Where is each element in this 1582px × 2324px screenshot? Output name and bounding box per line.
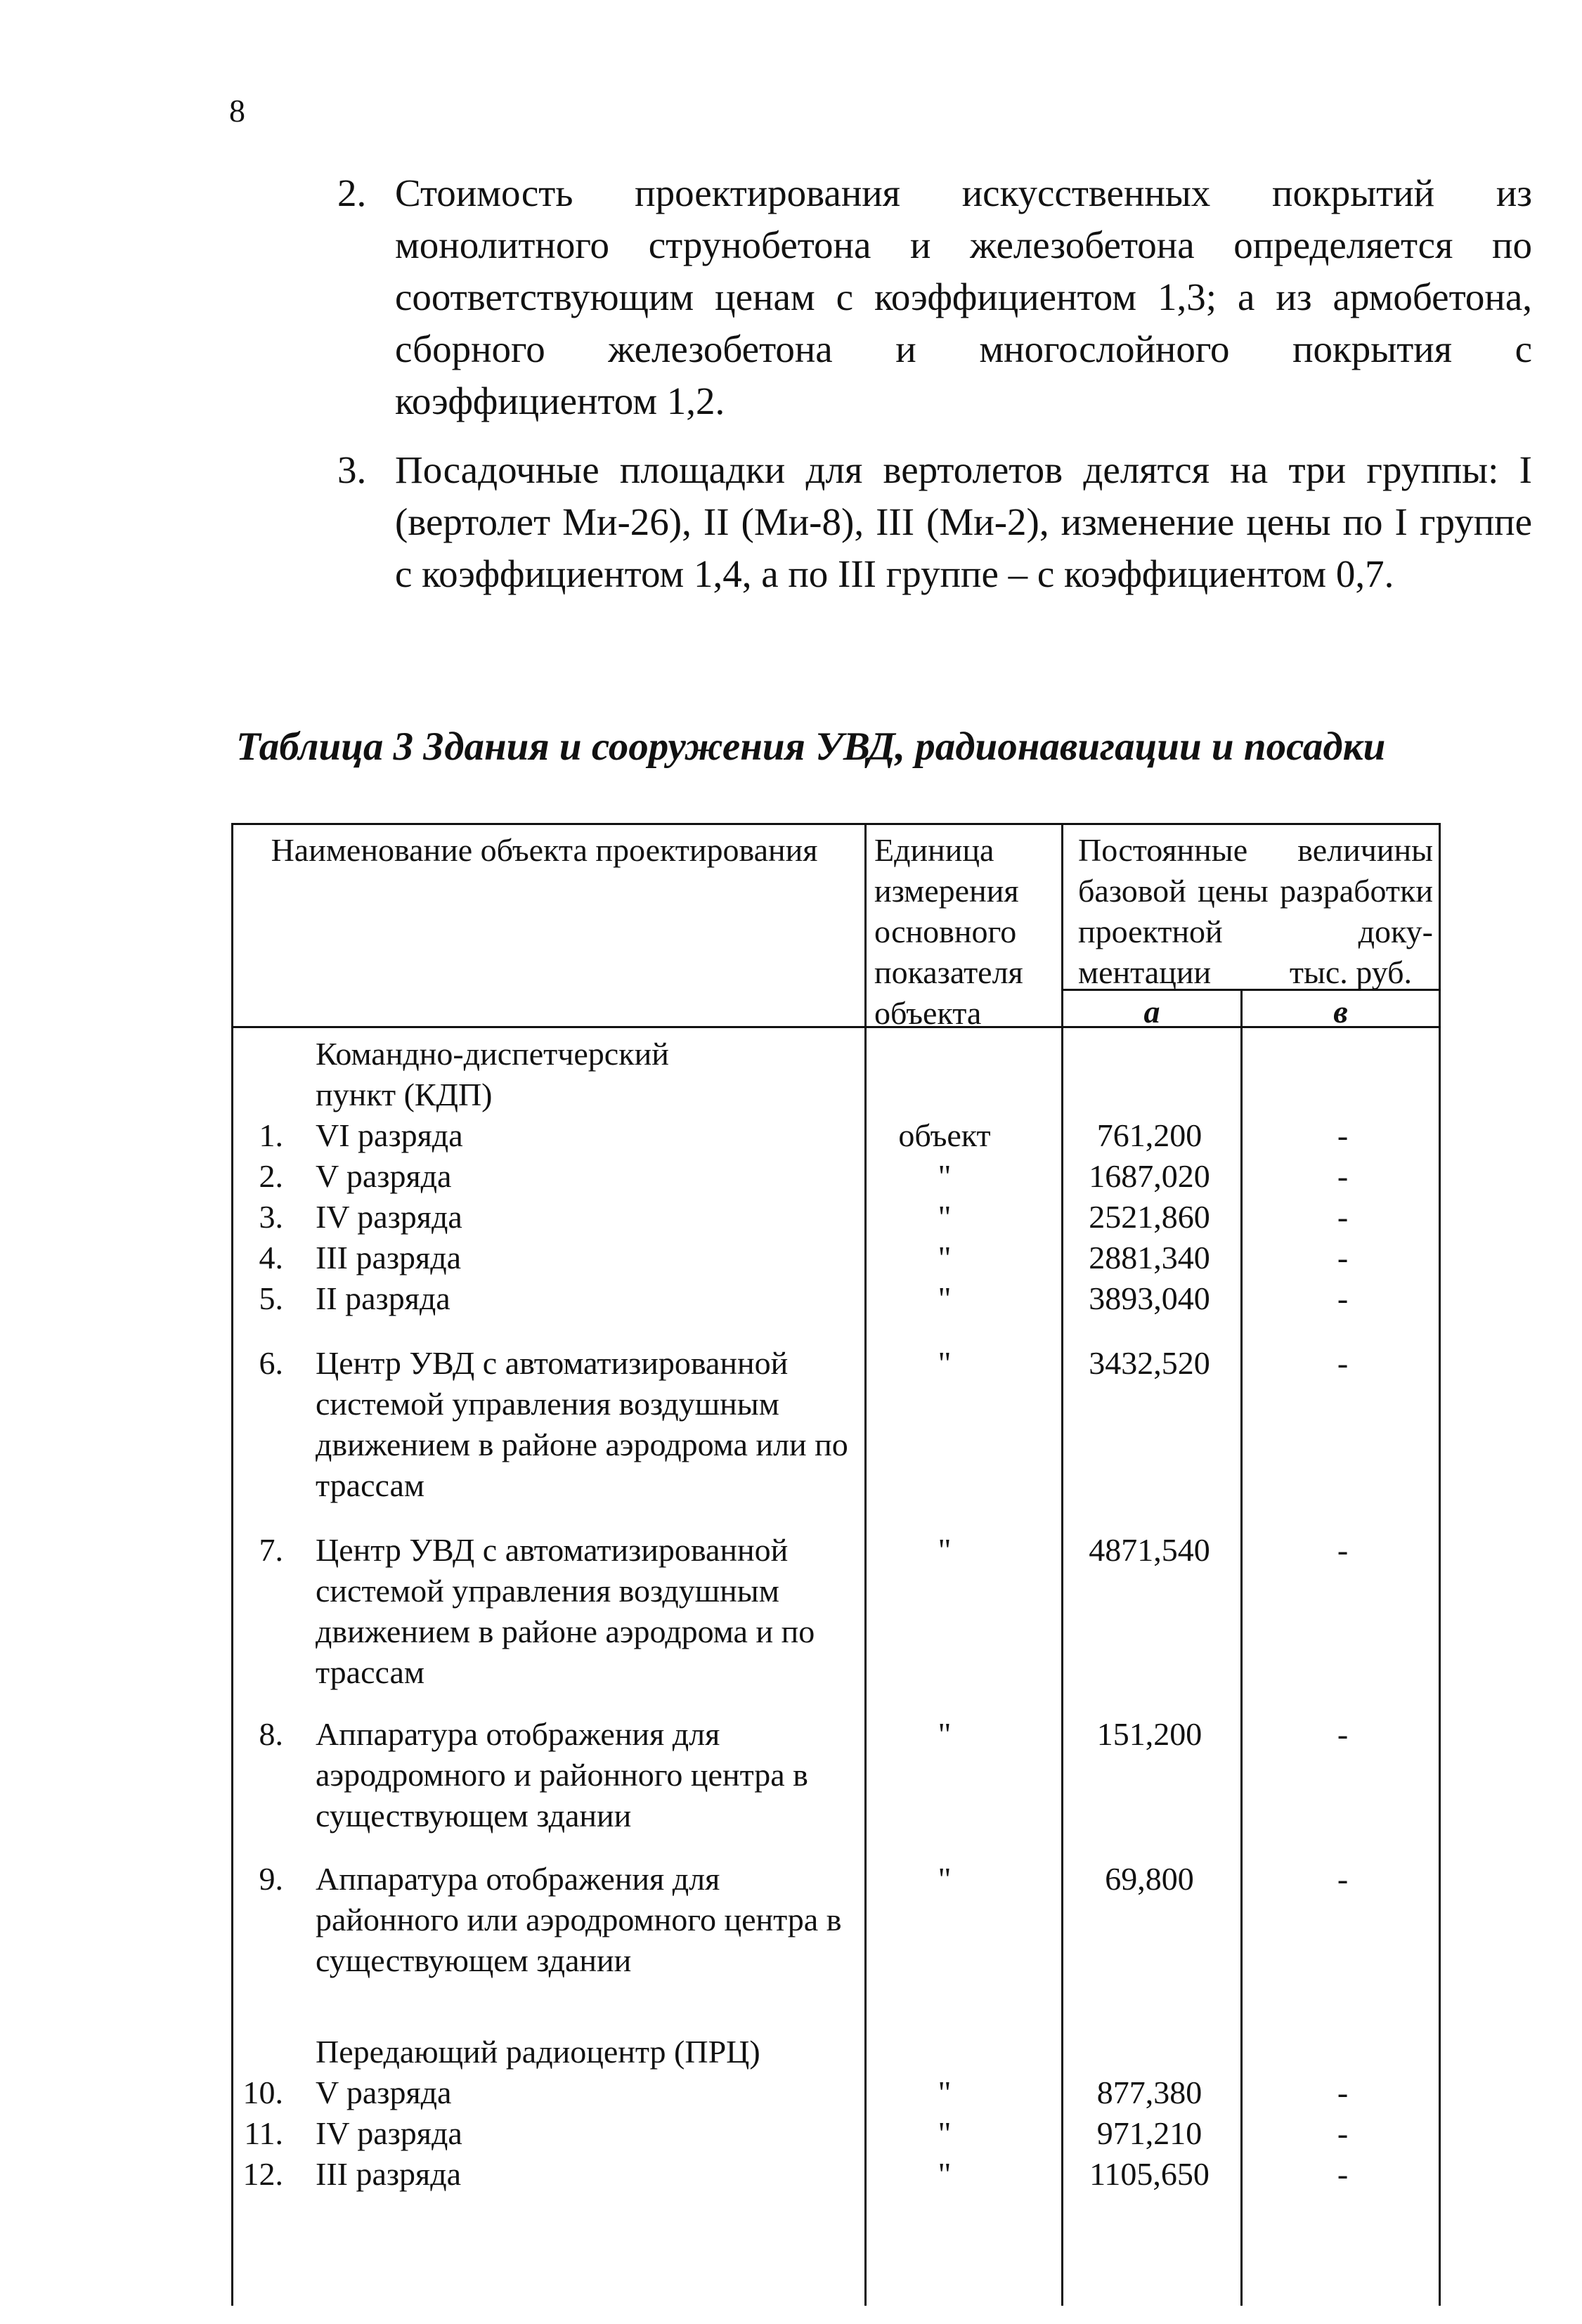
notes-list [337, 167, 1532, 617]
row-name: Центр УВД с автоматизированной системой управления воздушным движением в районе аэродрома и по трассам [316, 1532, 815, 1690]
row-name: IV разряда [316, 1199, 462, 1235]
row-unit: " [938, 1280, 952, 1316]
row-number: 3. [259, 1199, 283, 1235]
header-sub-b: в [1333, 994, 1348, 1030]
price-table [231, 823, 1441, 2306]
row-value-a: 4871,540 [1089, 1532, 1210, 1568]
row-name: Центр УВД с автоматизированной системой управления воздушным движением в районе аэродрома или по трассам [316, 1345, 848, 1503]
header-const-last-word: ментации [1078, 954, 1212, 990]
table-border-top [231, 823, 1441, 825]
note-text: Стоимость проектирования искусственных покрытий из монолитного струнобетона и железобетона определяется по соответствующим ценам с коэффициентом 1,3; а из армобетона, сборного железобетона и многослойного покрытия с коэффициентом 1,2. [395, 171, 1532, 422]
page-number: 8 [229, 93, 245, 129]
table-caption: Таблица 3 Здания и сооружения УВД, радионавигации и посадки [236, 725, 1386, 769]
row-number: 6. [259, 1345, 283, 1381]
col-divider-a-b [1240, 989, 1243, 2306]
row-value-b: - [1337, 2115, 1349, 2151]
table-border-right [1439, 823, 1441, 2306]
row-number: 7. [259, 1532, 283, 1568]
header-const: Постоянные величины базовой цены разработки проектной доку- [1078, 832, 1433, 949]
row-value-a: 2881,340 [1089, 1240, 1210, 1275]
row-value-b: - [1337, 1716, 1349, 1752]
header-unit: Единица измерения основного показателя объекта [874, 832, 1023, 1031]
row-number: 5. [259, 1280, 283, 1316]
row-unit: " [938, 2115, 952, 2151]
note-text: Посадочные площадки для вертолетов делятся на три группы: I (вертолет Ми-26), II (Ми-8), III (Ми-2), изменение цены по I группе с коэффициентом 1,4, а по III группе – с коэффициентом 0,7. [395, 448, 1532, 595]
row-name: IV разряда [316, 2115, 462, 2151]
row-unit: " [938, 1532, 952, 1568]
row-value-a: 1105,650 [1089, 2156, 1210, 2192]
row-unit: объект [898, 1117, 991, 1153]
row-number: 2. [259, 1158, 283, 1194]
row-name: II разряда [316, 1280, 450, 1316]
row-value-b: - [1337, 1117, 1349, 1153]
col-divider-const [1061, 823, 1063, 2306]
row-number: 11. [244, 2115, 283, 2151]
row-unit: " [938, 1861, 952, 1897]
row-number: 8. [259, 1716, 283, 1752]
row-name: Аппаратура отображения для районного или аэродромного центра в существующем здании [316, 1861, 842, 1978]
row-name: VI разряда [316, 1117, 463, 1153]
group-title: Передающий радиоцентр (ПРЦ) [316, 2034, 760, 2070]
row-value-a: 971,210 [1096, 2115, 1202, 2151]
row-unit: " [938, 2156, 952, 2192]
row-number: 12. [242, 2156, 283, 2192]
header-name: Наименование объекта проектирования [271, 832, 818, 868]
group-title: Командно-диспетчерский пункт (КДП) [316, 1036, 669, 1112]
row-number: 9. [259, 1861, 283, 1897]
row-value-a: 1687,020 [1089, 1158, 1210, 1194]
row-unit: " [938, 1345, 952, 1381]
row-value-a: 151,200 [1096, 1716, 1202, 1752]
row-value-b: - [1337, 2156, 1349, 2192]
row-name: Аппаратура отображения для аэродромного и районного центра в существующем здании [316, 1716, 808, 1833]
row-value-a: 877,380 [1096, 2075, 1202, 2110]
header-const-last-line [1078, 952, 1433, 993]
row-value-b: - [1337, 1199, 1349, 1235]
note-item [337, 167, 1532, 427]
row-unit: " [938, 1716, 952, 1752]
row-unit: " [938, 1240, 952, 1275]
row-value-b: - [1337, 1158, 1349, 1194]
row-value-b: - [1337, 1280, 1349, 1316]
note-item [337, 444, 1532, 600]
note-number: 2. [337, 171, 367, 214]
row-unit: " [938, 1199, 952, 1235]
row-value-b: - [1337, 1861, 1349, 1897]
row-value-a: 761,200 [1096, 1117, 1202, 1153]
note-number: 3. [337, 448, 367, 491]
row-value-a: 3432,520 [1089, 1345, 1210, 1381]
row-value-b: - [1337, 1532, 1349, 1568]
row-value-a: 2521,860 [1089, 1199, 1210, 1235]
row-number: 10. [242, 2075, 283, 2110]
row-number: 4. [259, 1240, 283, 1275]
row-value-a: 69,800 [1105, 1861, 1194, 1897]
row-number: 1. [259, 1117, 283, 1153]
row-value-a: 3893,040 [1089, 1280, 1210, 1316]
row-value-b: - [1337, 2075, 1349, 2110]
row-unit: " [938, 2075, 952, 2110]
row-value-b: - [1337, 1345, 1349, 1381]
row-unit: " [938, 1158, 952, 1194]
row-name: V разряда [316, 2075, 452, 2110]
row-name: III разряда [316, 2156, 462, 2192]
header-const-unit: тыс. руб. [1289, 954, 1412, 990]
row-value-b: - [1337, 1240, 1349, 1275]
row-name: III разряда [316, 1240, 462, 1275]
header-sub-a: а [1143, 994, 1160, 1030]
row-name: V разряда [316, 1158, 452, 1194]
